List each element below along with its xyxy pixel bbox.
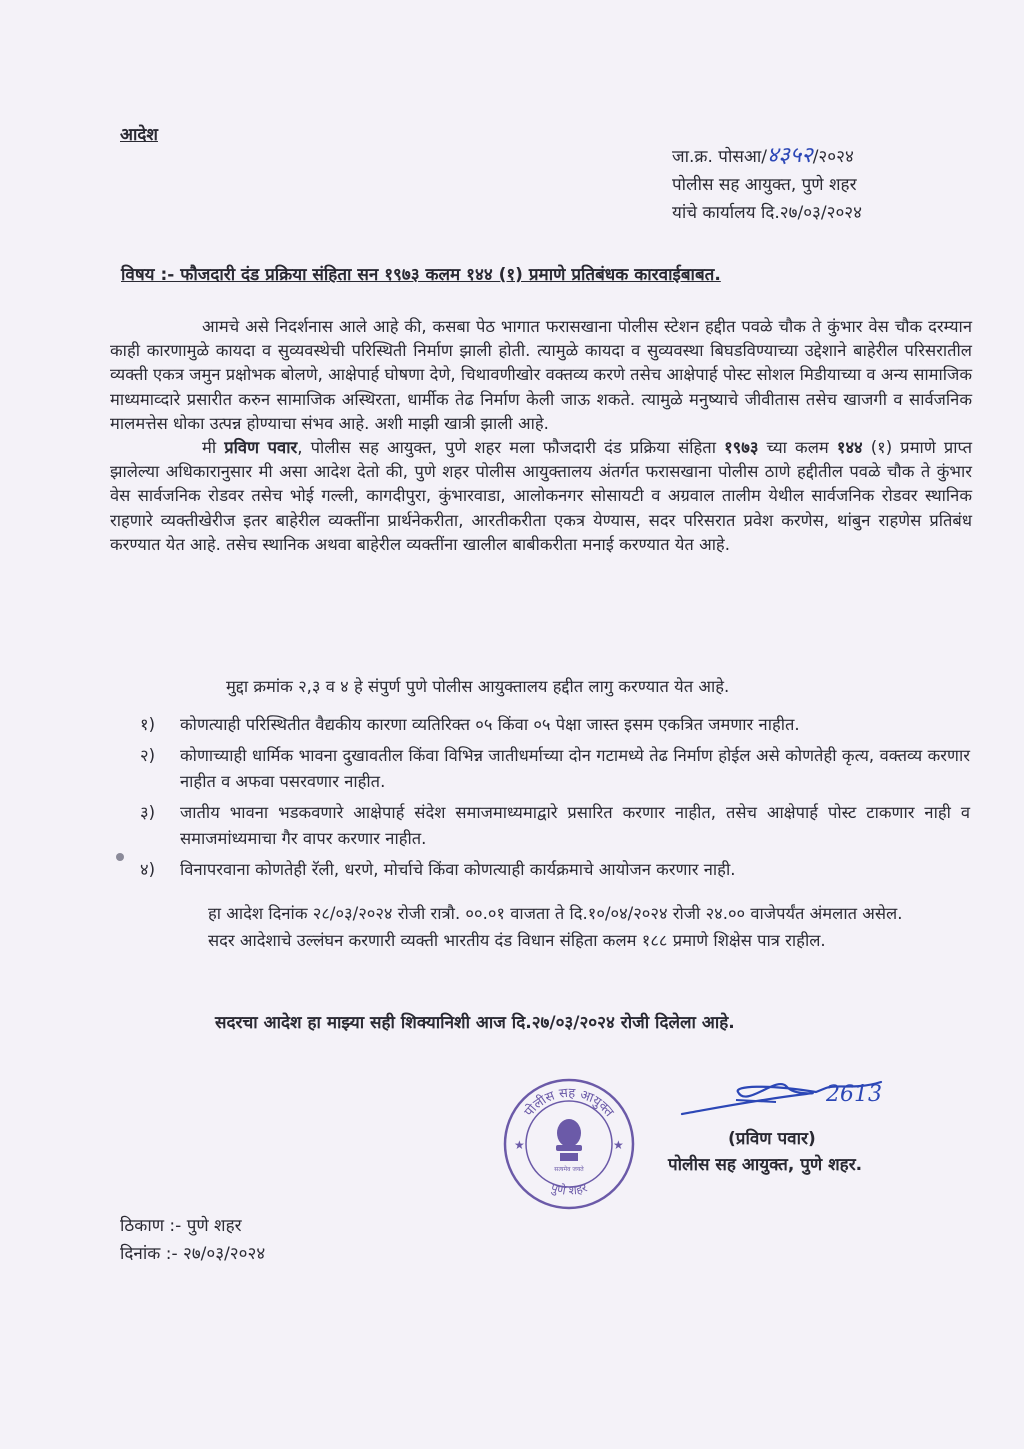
code-year: १९७३ (724, 438, 759, 458)
penalty-paragraph: सदर आदेशाचे उल्लंघन करणारी व्यक्ती भारतीय दंड विधान संहिता कलम १८८ प्रमाणे शिक्षेस पात्र राहील. (208, 931, 826, 950)
signatory-name: (प्रविण पवार) (728, 1129, 816, 1149)
officer-name: प्रविण पवार (224, 438, 298, 458)
list-item (140, 712, 970, 738)
svg-text:पुणे शहर (549, 1180, 590, 1198)
paragraph-order (110, 436, 972, 557)
order-body (110, 315, 972, 557)
official-seal-stamp (500, 1075, 638, 1213)
para2-text: (१) प्रमाणे प्राप्त झालेल्या अधिकारानुसार मी असा आदेश देतो की, पुणे शहर पोलीस आयुक्तालय अंतर्गत फरासखाना पोलीस ठाणे हद्दीतील पवळे चौक ते कुंभार वेस सार्वजनिक रोडवर तसेच भोई गल्ली, कागदीपुरा, कुंभारवाडा, आलोकनगर सोसायटी व अग्रवाल तालीम येथील सार्वजनिक रोडवर स्थानिक राहणारे व्यक्तीखेरीज इतर बाहेरील व्यक्तींना प्रार्थनेकरीता, आरतीकरीता एकत्र येण्यास, सदर परिसरात प्रवेश करणेस, थांबुन राहणेस प्रतिबंध करण्यात येत आहे. तसेच स्थानिक अथवा बाहेरील व्यक्तींना खालील बाबीकरीता मनाई करण्यात येत आहे. (110, 438, 973, 554)
punch-hole-mark (116, 853, 124, 861)
signatory-title: पोलीस सह आयुक्त, पुणे शहर. (668, 1155, 863, 1175)
office-date-line: यांचे कार्यालय दि.२७/०३/२०२४ (672, 203, 862, 223)
star-icon: ★ (613, 1138, 624, 1152)
applicability-note: मुद्दा क्रमांक २,३ व ४ हे संपुर्ण पुणे पोलीस आयुक्तालय हद्दीत लागु करण्यात येत आहे. (226, 677, 730, 696)
date-line: दिनांक :- २७/०३/२०२४ (120, 1244, 266, 1264)
reference-suffix: /२०२४ (812, 147, 854, 167)
reference-block (672, 142, 862, 227)
para2-text: , पोलीस सह आयुक्त, पुणे शहर मला फौजदारी दंड प्रक्रिया संहिता (297, 438, 725, 458)
list-item-text: कोणाच्याही धार्मिक भावना दुखावतील किंवा विभिन्न जातीधर्माच्या दोन गटामध्ये तेढ निर्माण होईल असे कोणतेही कृत्य, वक्तव्य करणार नाहीत व अफवा पसरवणार नाहीत. (180, 746, 970, 791)
list-item-text: जातीय भावना भडकवणारे आक्षेपार्ह संदेश समाजमाध्यमाद्वारे प्रसारित करणार नाहीत, तसेच आक्षेपार्ह पोस्ट टाकणार नाही व समाजमांध्यमाचा गैर वापर करणार नाहीत. (180, 803, 970, 848)
section-number: १४४ (836, 438, 863, 458)
issuing-authority: पोलीस सह आयुक्त, पुणे शहर (672, 175, 857, 195)
list-item (140, 857, 970, 883)
svg-text:सत्यमेव जयते: सत्यमेव जयते (554, 1166, 584, 1173)
emblem-icon (554, 1119, 584, 1173)
signature-number: 2613 (826, 1082, 882, 1107)
list-item-text: विनापरवाना कोणतेही रॅली, धरणे, मोर्चाचे किंवा कोणत्याही कार्यक्रमाचे आयोजन करणार नाही. (180, 860, 736, 879)
list-item-text: कोणत्याही परिस्थितीत वैद्यकीय कारणा व्यतिरिक्त ०५ किंवा ०५ पेक्षा जास्त इसम एकत्रित जमणार नाहीत. (180, 715, 800, 734)
prohibition-list (140, 712, 970, 888)
list-item (140, 743, 970, 795)
reference-prefix: जा.क्र. पोसआ/ (672, 147, 767, 167)
handwritten-reference-number: ४३५२ (766, 143, 813, 168)
list-item-number: १) (140, 715, 156, 734)
closing-statement: सदरचा आदेश हा माझ्या सही शिक्यानिशी आज दि.२७/०३/२०२४ रोजी दिलेला आहे. (215, 1013, 735, 1033)
para2-text: मी (202, 438, 225, 458)
list-item-number: ३) (140, 803, 156, 822)
reference-number-line (672, 142, 862, 171)
list-item-number: ४) (140, 860, 156, 879)
place-line: ठिकाण :- पुणे शहर (120, 1216, 242, 1236)
subject-line: विषय :- फौजदारी दंड प्रक्रिया संहिता सन १९७३ कलम १४४ (१) प्रमाणे प्रतिबंधक कारवाईबाबत. (121, 265, 721, 285)
order-tail (110, 900, 972, 954)
list-item (140, 800, 970, 852)
seal-top-text: पोलीस सह आयुक्त (521, 1085, 617, 1120)
list-item-number: २) (140, 746, 156, 765)
validity-paragraph: हा आदेश दिनांक २८/०३/२०२४ रोजी रात्रौ. ००.०१ वाजता ते दि.१०/०४/२०२४ रोजी २४.०० वाजेपर्यंत अंमलात असेल. (208, 904, 903, 923)
star-icon: ★ (514, 1138, 525, 1152)
document-heading: आदेश (120, 125, 158, 145)
paragraph-observation: आमचे असे निदर्शनास आले आहे की, कसबा पेठ भागात फरासखाना पोलीस स्टेशन हद्दीत पवळे चौक ते कुंभार वेस चौक दरम्यान काही कारणामुळे कायदा व सुव्यवस्थेची परिस्थिती निर्माण झाली होती. त्यामुळे कायदा व सुव्यवस्था बिघडविण्याच्या उद्देशाने बाहेरील परिसरातील व्यक्ती एकत्र जमुन प्रक्षोभक बोलणे, आक्षेपार्ह घोषणा देणे, चिथावणीखोर वक्तव्य करणे तसेच आक्षेपार्ह पोस्ट सोशल मिडीयाच्या व अन्य सामाजिक माध्यमाव्दारे प्रसारीत करुन सामाजिक अस्थिरता, धार्मीक तेढ निर्माण केली जाऊ शकते. त्यामुळे मनुष्याचे जीवीतास तसेच खाजगी व सार्वजनिक मालमत्तेस धोका उत्पन्न होण्याचा संभव आहे. अशी माझी खात्री झाली आहे. (110, 317, 972, 433)
seal-bottom-text: पुणे शहर (549, 1180, 590, 1198)
para2-text: च्या कलम (758, 438, 837, 458)
place-date-block (120, 1212, 265, 1268)
